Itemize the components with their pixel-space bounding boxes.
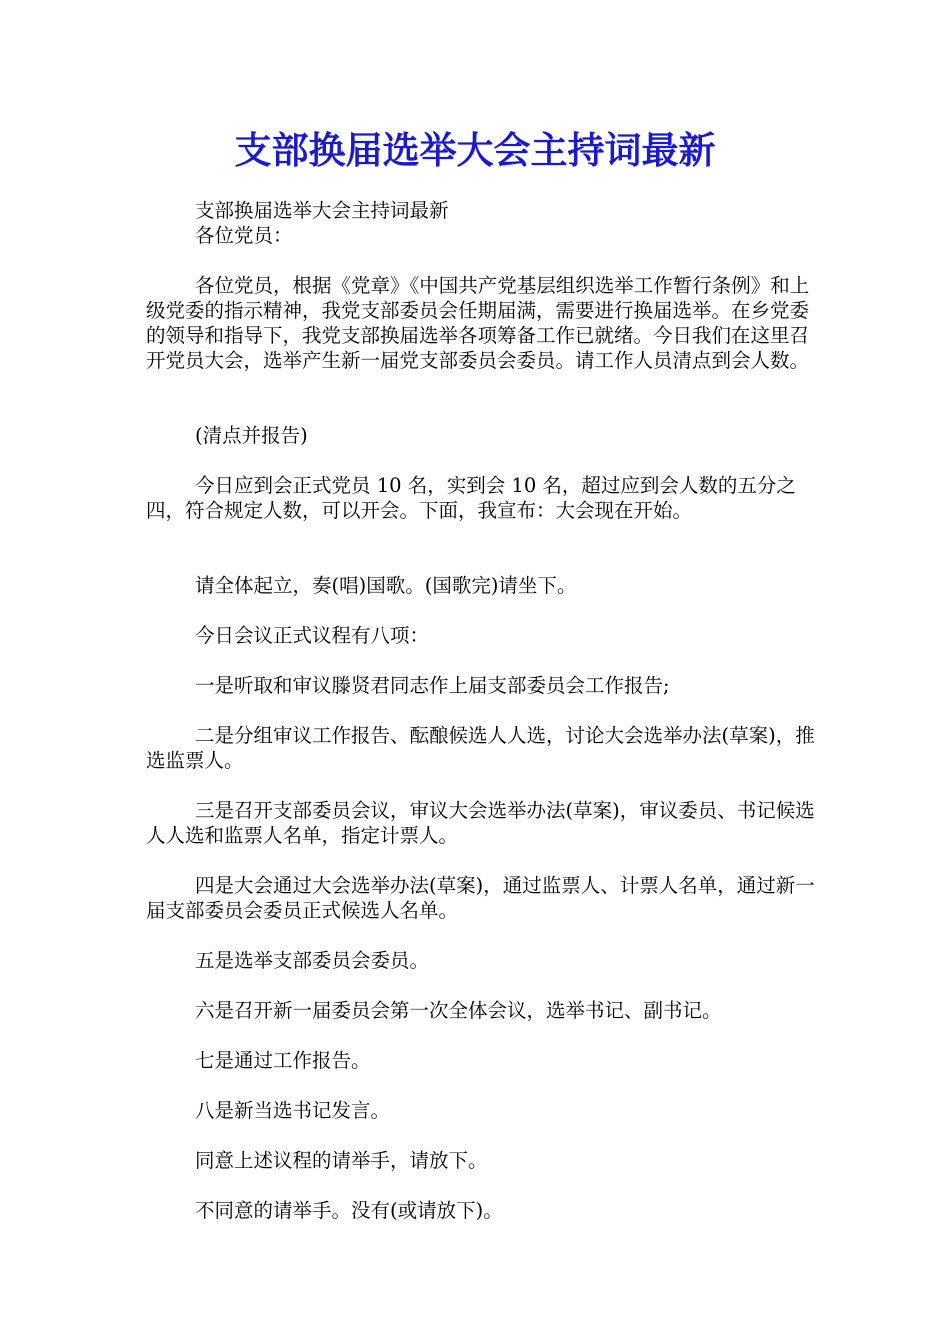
- paragraph-vote-oppose: 不同意的请举手。没有(或请放下)。: [195, 1199, 503, 1222]
- paragraph-subtitle: 支部换届选举大会主持词最新: [195, 199, 449, 222]
- agenda-item-7: 七是通过工作报告。: [195, 1049, 371, 1072]
- agenda-item-4: 四是大会通过大会选举办法(草案)，通过监票人、计票人名单，通过新一届支部委员会委员正式候选人名单。: [146, 874, 815, 922]
- agenda-item-6: 六是召开新一届委员会第一次全体会议，选举书记、副书记。: [195, 999, 722, 1022]
- paragraph-vote-approve: 同意上述议程的请举手，请放下。: [195, 1149, 488, 1172]
- paragraph-count-report: (清点并报告): [195, 424, 308, 447]
- paragraph-anthem: 请全体起立，奏(唱)国歌。(国歌完)请坐下。: [195, 574, 577, 597]
- agenda-item-3: 三是召开支部委员会议，审议大会选举办法(草案)，审议委员、书记候选人人选和监票人名单，指定计票人。: [146, 799, 815, 847]
- agenda-item-5: 五是选举支部委员会委员。: [195, 949, 430, 972]
- document-title: 支部换届选举大会主持词最新: [234, 128, 716, 172]
- agenda-item-2: 二是分组审议工作报告、酝酿候选人人选，讨论大会选举办法(草案)，推选监票人。: [146, 724, 815, 772]
- paragraph-opening: 各位党员，根据《党章》《中国共产党基层组织选举工作暂行条例》和上级党委的指示精神，我党支部委员会任期届满，需要进行换届选举。在乡党委的领导和指导下，我党支部换届选举各项筹备工作已就绪。今日我们在这里召开党员大会，选举产生新一届党支部委员会委员。请工作人员清点到会人数。: [146, 274, 810, 372]
- agenda-item-1: 一是听取和审议滕贤君同志作上届支部委员会工作报告;: [195, 674, 670, 697]
- agenda-item-8: 八是新当选书记发言。: [195, 1099, 391, 1122]
- paragraph-attendance: 今日应到会正式党员 10 名，实到会 10 名，超过应到会人数的五分之四，符合规定人数，可以开会。下面，我宣布：大会现在开始。: [146, 474, 796, 522]
- paragraph-agenda-intro: 今日会议正式议程有八项：: [195, 624, 430, 647]
- paragraph-salutation: 各位党员：: [195, 224, 293, 247]
